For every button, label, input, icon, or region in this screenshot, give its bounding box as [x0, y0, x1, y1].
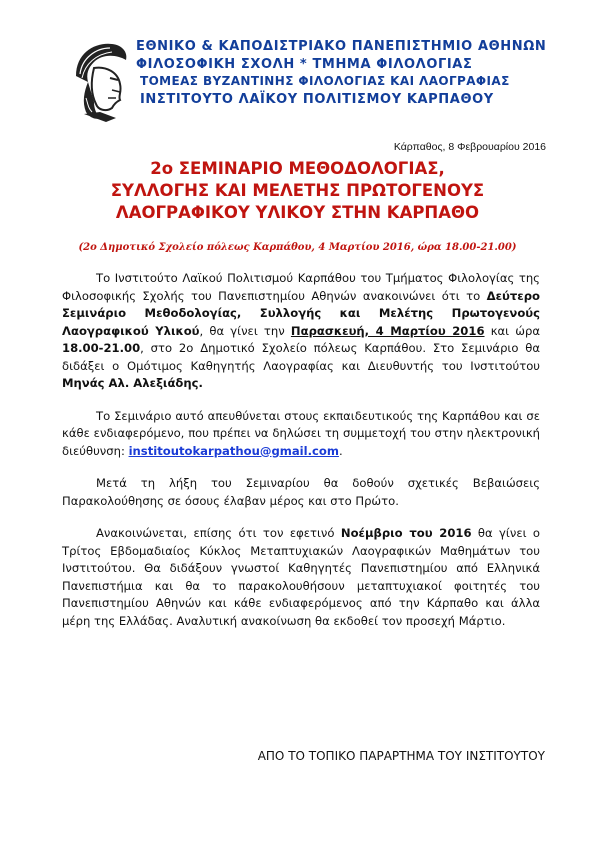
announcement-title — [0, 158, 595, 224]
p1-text-2: , θα γίνει την — [199, 323, 291, 338]
header-university: ΕΘΝΙΚΟ & ΚΑΠΟΔΙΣΤΡΙΑΚΟ ΠΑΝΕΠΙΣΤΗΜΙΟ ΑΘΗΝΩΝ — [136, 39, 547, 54]
p1-text-4: , στο 2ο Δημοτικό Σχολείο πόλεως Καρπάθου. Στο Σεμινάριο θα διδάξει ο Ομότιμος Καθηγητής Λαογραφίας και Διευθυντής του Ινστιτούτου — [62, 341, 540, 373]
p4-text-1: Ανακοινώνεται, επίσης ότι τον εφετινό — [96, 526, 341, 540]
title-line-3: ΛΑΟΓΡΑΦΙΚΟΥ ΥΛΙΚΟΥ ΣΤΗΝ ΚΑΡΠΑΘΟ — [115, 203, 480, 222]
announcement-body — [62, 270, 540, 645]
paragraph-audience — [62, 408, 540, 461]
email-link[interactable]: institoutokarpathou@gmail.com — [128, 443, 339, 458]
institution-header — [136, 38, 556, 108]
dateline: Κάρπαθος, 8 Φεβρουαρίου 2016 — [393, 141, 546, 153]
announcement-subtitle: (2ο Δημοτικό Σχολείο πόλεως Καρπάθου, 4 Μαρτίου 2016, ώρα 18.00-21.00) — [78, 242, 517, 253]
paragraph-seminar — [62, 270, 540, 393]
p2-text-1: Το Σεμινάριο αυτό απευθύνεται στους εκπαιδευτικούς της Καρπάθου και σε κάθε ενδιαφερόμενο, που πρέπει να δηλώσει τη συμμετοχή του στην ηλεκτρονική διεύθυνση: — [62, 408, 540, 458]
title-line-2: ΣΥΛΛΟΓΗΣ ΚΑΙ ΜΕΛΕΤΗΣ ΠΡΩΤΟΓΕΝΟΥΣ — [110, 181, 485, 200]
p1-time: 18.00-21.00 — [62, 341, 141, 355]
p1-instructor: Μηνάς Αλ. Αλεξιάδης. — [62, 376, 203, 390]
p4-november: Νοέμβριο του 2016 — [340, 526, 472, 540]
signature: ΑΠΟ ΤΟ ΤΟΠΙΚΟ ΠΑΡΑΡΤΗΜΑ ΤΟΥ ΙΝΣΤΙΤΟΥΤΟΥ — [257, 749, 545, 763]
header-sector: ΤΟΜΕΑΣ ΒΥΖΑΝΤΙΝΗΣ ΦΙΛΟΛΟΓΙΑΣ ΚΑΙ ΛΑΟΓΡΑΦΙΑΣ — [140, 74, 510, 88]
p1-text-3: και ώρα — [484, 323, 540, 338]
p1-seminar-name: Δεύτερο Σεμινάριο Μεθοδολογίας, Συλλογής και Μελέτης Πρωτογενούς Λαογραφικού Υλικού — [62, 288, 540, 338]
p2-text-2: . — [338, 443, 343, 458]
title-line-1: 2ο ΣΕΜΙΝΑΡΙΟ ΜΕΘΟΔΟΛΟΓΙΑΣ, — [150, 159, 445, 178]
p1-date: Παρασκευή, 4 Μαρτίου 2016 — [290, 323, 485, 338]
athena-helmet-seal-icon — [66, 38, 134, 124]
paragraph-courses — [62, 525, 540, 630]
p3-text-1: Μετά τη λήξη του Σεμιναρίου θα δοθούν σχετικές Βεβαιώσεις Παρακολούθησης σε όσους έλαβαν μέρος και στο Πρώτο. — [62, 476, 540, 508]
paragraph-certificates — [62, 475, 540, 510]
p1-text-1: Το Ινστιτούτο Λαϊκού Πολιτισμού Καρπάθου του Τμήματος Φιλολογίας της Φιλοσοφικής Σχολής του Πανεπιστημίου Αθηνών ανακοινώνει ότι το — [62, 271, 540, 303]
header-institute: ΙΝΣΤΙΤΟΥΤΟ ΛΑΪΚΟΥ ΠΟΛΙΤΙΣΜΟΥ ΚΑΡΠΑΘΟΥ — [140, 91, 494, 107]
p4-text-2: θα γίνει ο Τρίτος Εβδομαδιαίος Κύκλος Μεταπτυχιακών Λαογραφικών Μαθημάτων του Ινστιτούτου. Θα διδάξουν γνωστοί Καθηγητές Πανεπιστημίου από Ελληνικά Πανεπιστήμια και θα το παρακολουθήσουν μεταπτυχιακοί φοιτητές του Πανεπιστημίου Αθηνών και κάθε ενδιαφερόμενος από την Κάρπαθο και άλλα μέρη της Ελλάδας. Αναλυτική ανακοίνωση θα εκδοθεί τον προσεχή Μάρτιο. — [62, 526, 540, 628]
header-school: ΦΙΛΟΣΟΦΙΚΗ ΣΧΟΛΗ * ΤΜΗΜΑ ΦΙΛΟΛΟΓΙΑΣ — [136, 56, 473, 72]
